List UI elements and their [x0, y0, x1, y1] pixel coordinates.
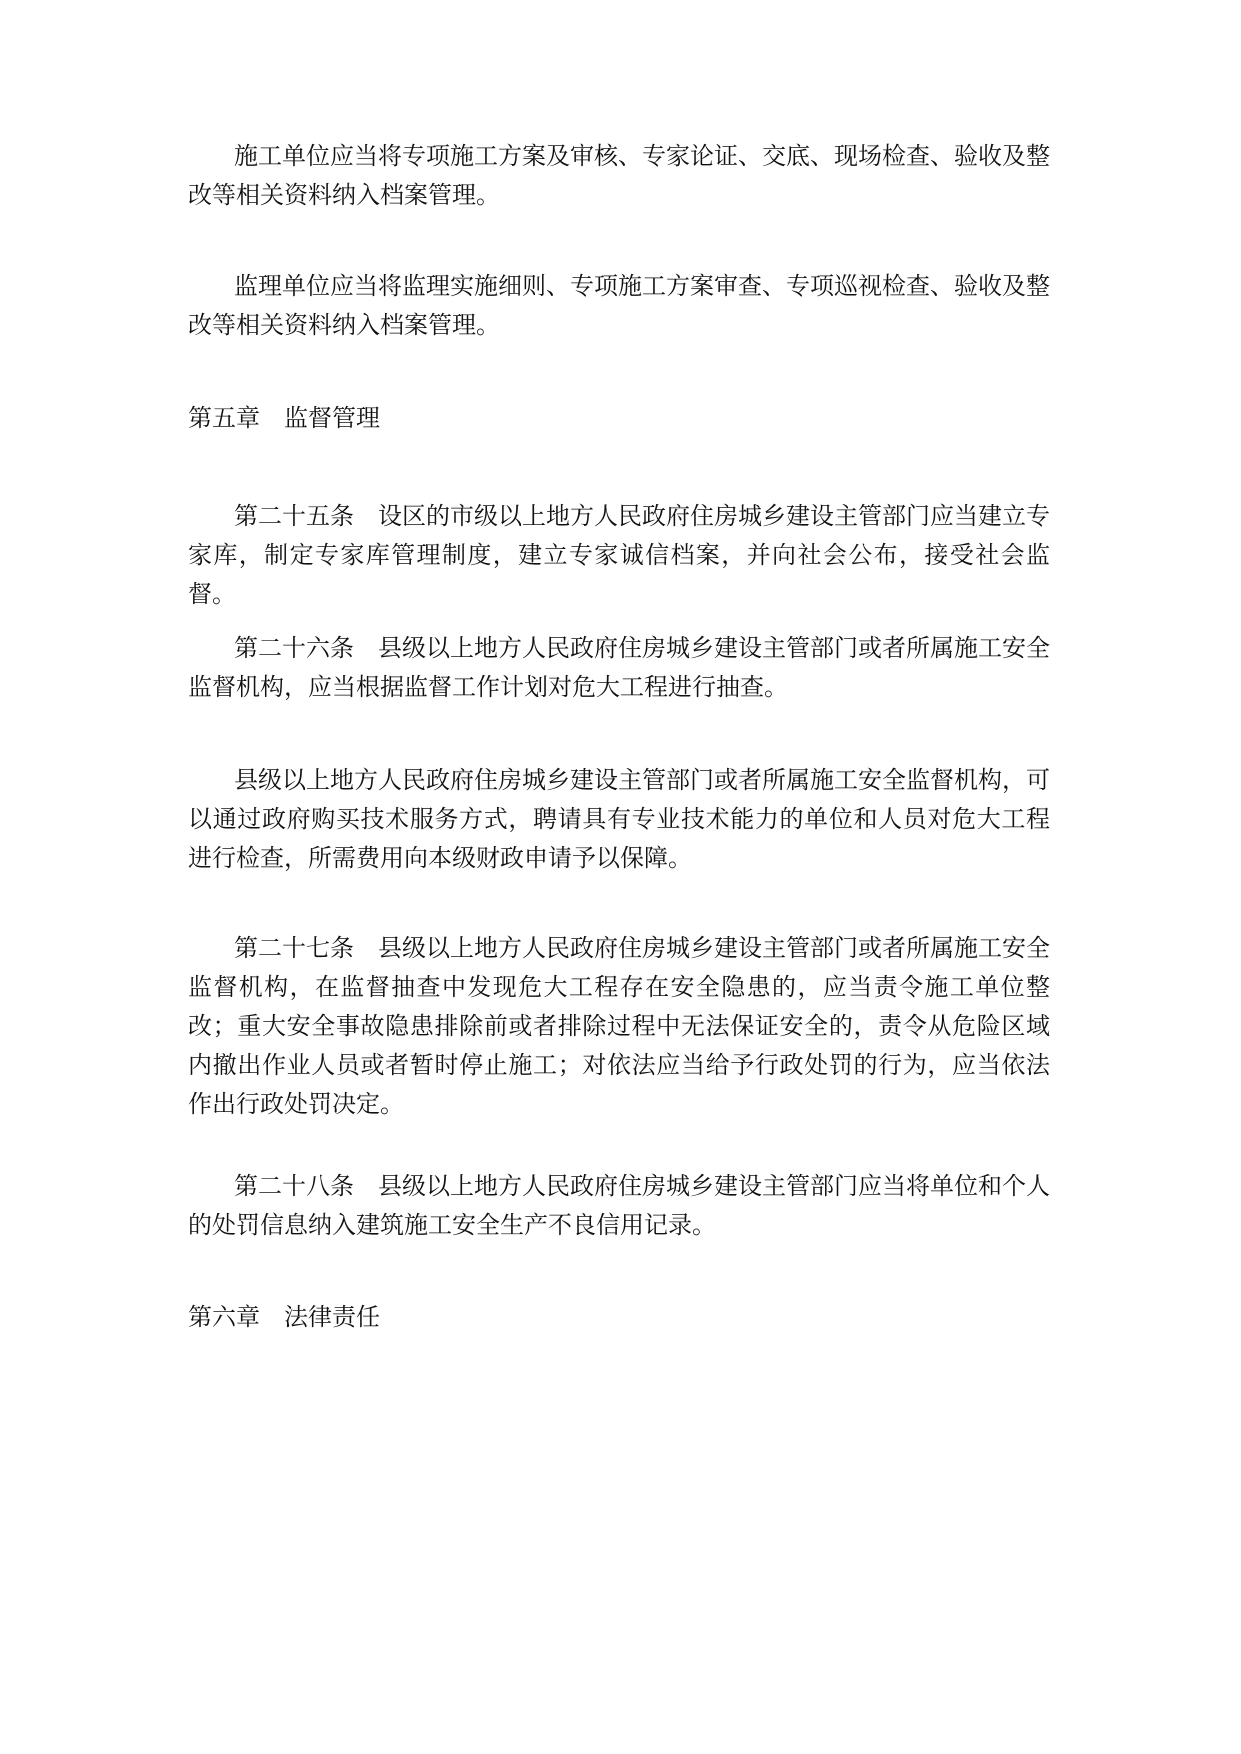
- article-label: 第二十五条: [234, 502, 354, 530]
- article-25: [188, 497, 1050, 614]
- article-label: 第二十七条: [234, 934, 354, 962]
- paragraph-supervision-archive: [188, 267, 1050, 345]
- article-text: 设区的市级以上地方人民政府住房城乡建设主管部门应当建立专家库，制定专家库管理制度，建立专家诚信档案，并向社会公布，接受社会监督。: [188, 502, 1050, 608]
- article-26: [188, 629, 1050, 707]
- chapter-title: 法律责任: [284, 1303, 380, 1331]
- chapter-title: 监督管理: [284, 404, 380, 432]
- paragraph-construction-archive: [188, 137, 1050, 215]
- article-text: 县级以上地方人民政府住房城乡建设主管部门或者所属施工安全监督机构，在监督抽查中发现危大工程存在安全隐患的，应当责令施工单位整改；重大安全事故隐患排除前或者排除过程中无法保证安全的，责令从危险区域内撤出作业人员或者暂时停止施工；对依法应当给予行政处罚的行为，应当依法作出行政处罚决定。: [188, 934, 1050, 1118]
- chapter-heading-5: [188, 399, 1050, 438]
- chapter-heading-6: [188, 1298, 1050, 1337]
- article-text: 县级以上地方人民政府住房城乡建设主管部门应当将单位和个人的处罚信息纳入建筑施工安全生产不良信用记录。: [188, 1172, 1050, 1239]
- article-label: 第二十六条: [234, 634, 354, 662]
- chapter-label: 第六章: [188, 1303, 260, 1331]
- paragraph-text: 县级以上地方人民政府住房城乡建设主管部门或者所属施工安全监督机构，可以通过政府购买技术服务方式，聘请具有专业技术能力的单位和人员对危大工程进行检查，所需费用向本级财政申请予以保障。: [188, 766, 1050, 872]
- paragraph-text: 施工单位应当将专项施工方案及审核、专家论证、交底、现场检查、验收及整改等相关资料纳入档案管理。: [188, 142, 1050, 209]
- article-27: [188, 929, 1050, 1124]
- article-label: 第二十八条: [234, 1172, 354, 1200]
- chapter-label: 第五章: [188, 404, 260, 432]
- paragraph-text: 监理单位应当将监理实施细则、专项施工方案审查、专项巡视检查、验收及整改等相关资料纳入档案管理。: [188, 272, 1050, 339]
- article-text: 县级以上地方人民政府住房城乡建设主管部门或者所属施工安全监督机构，应当根据监督工作计划对危大工程进行抽查。: [188, 634, 1050, 701]
- article-28: [188, 1167, 1050, 1245]
- paragraph-purchase-services: [188, 761, 1050, 878]
